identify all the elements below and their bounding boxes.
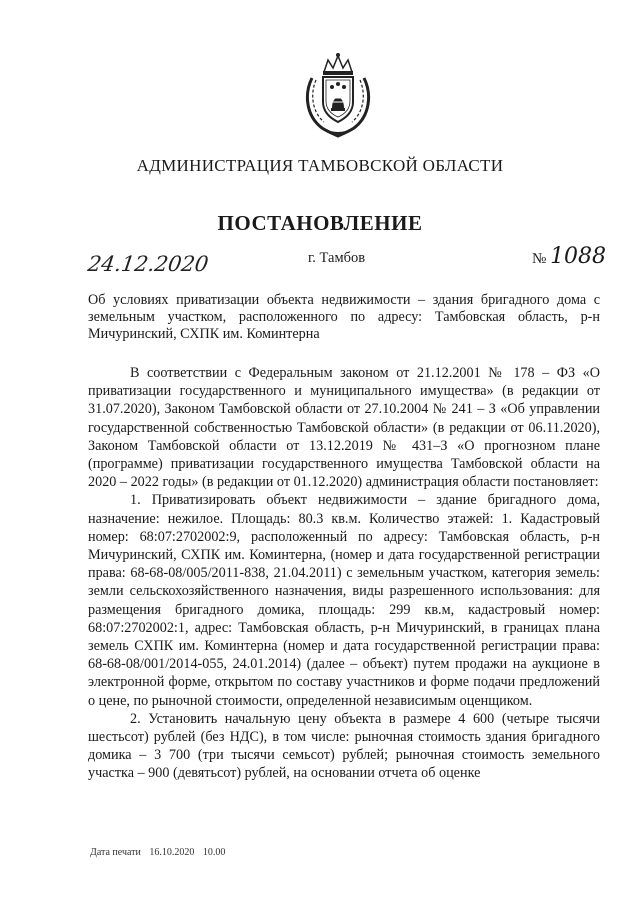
print-time-value: 10.00 <box>202 847 226 858</box>
coat-of-arms-icon <box>302 50 374 138</box>
document-subject: Об условиях приватизации объекта недвижимости – здания бригадного дома с земельным участком, расположенного по адресу: Тамбовская область, р-н Мичуринский, СХПК им. Коминтерна <box>88 292 600 342</box>
clause-1-paragraph: 1. Приватизировать объект недвижимости – здание бригадного дома, назначение: нежилое. Площадь: 80.3 кв.м. Количество этажей: 1. Кадастровый номер: 68:07:2702002:9, расположенный по адресу: Тамбовская область, р-н Мичуринский, СХПК им. Коминтерна, (номер и дата государственной регистрации права: 68-68-08/005/2011-838, 21.04.2011) с земельным участком, категория земель: земли сельскохозяйственного назначения, виды разрешенного использования: для размещения бригадного домика, площадь: 299 кв.м, кадастровый номер: 68:07:2702002:1, адрес: Тамбовская область, р-н Мичуринский, в границах плана земель СХПК им. Коминтерна (номер и дата государственной регистрации права: 68-68-08/001/2014-055, 24.01.2014) (далее – объект) путем продажи на аукционе в электронной форме, открытом по составу участников и форме подачи предложений о цене, по рыночной стоимости, определенной независимым оценщиком. <box>88 492 600 709</box>
print-date-footer <box>90 847 225 858</box>
document-type: ПОСТАНОВЛЕНИЕ <box>217 211 423 235</box>
number-value: 1088 <box>550 244 607 269</box>
document-number <box>532 244 606 269</box>
print-date-label: Дата печати <box>90 847 141 858</box>
document-city: г. Тамбов <box>308 250 366 266</box>
document-date: 24.12.2020 <box>86 252 210 276</box>
print-date-value: 16.10.2020 <box>149 847 195 858</box>
organization-name: АДМИНИСТРАЦИЯ ТАМБОВСКОЙ ОБЛАСТИ <box>136 156 504 175</box>
clause-2-paragraph: 2. Установить начальную цену объекта в размере 4 600 (четыре тысячи шестьсот) рублей (без НДС), в том числе: рыночная стоимость здания бригадного домика – 3 700 (три тысячи семьсот) рублей; рыночная стоимость земельного участка – 900 (девятьсот) рублей, на основании отчета об оценке <box>88 710 600 782</box>
number-sign: № <box>532 251 547 267</box>
document-body <box>88 364 600 783</box>
preamble-paragraph: В соответствии с Федеральным законом от 21.12.2001 № 178 – ФЗ «О приватизации государственного и муниципального имущества» (в редакции от 31.07.2020), Законом Тамбовской области от 27.10.2004 № 241 – З «Об управлении государственной собственностью Тамбовской области» (в редакции от 06.11.2020), Законом Тамбовской области от 13.12.2019 № 431–З «О прогнозном плане (программе) приватизации государственного имущества Тамбовской области на 2020 – 2022 годы» (в редакции от 01.12.2020) администрация области постановляет: <box>88 365 600 491</box>
